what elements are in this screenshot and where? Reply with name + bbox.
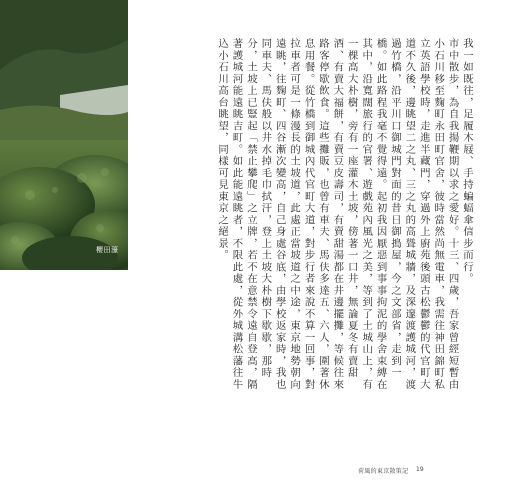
- photo: [0, 0, 128, 270]
- page-number: 19: [416, 466, 424, 473]
- garden-photo-image: [0, 0, 128, 270]
- paragraph: 市中散步，為自我揚鞭期以求之愛好。十三、四歲，吾家曾經短暫由小石川移至麴町永田町官舍，彼時當然尚無電車，我需往神田錦町私立英語學校時，走進半藏門，穿過外上廚苑後頭古松鬱鬱的代官町大道不久後，邊眺望二之丸、三之丸的高聳城牆，及深邃渡護城河，渡過竹橋，沿平川口御城門對面的昔日御搗屋，今之文部省，走到一橋。如此路程我毫不覺得遠。起初我因厭惡到事事拘泥的學舍束縛在其中，沿寬闊旅行的官署、遊戲苑內風光之美，等到了土城山上，有一棵高大朴樹，旁有一座灌木土坡，傍著一口井，無論夏冬有賣甜酒、有賣大福餅，有賣豆皮壽司，有賣甜湯都在井邊擺攤，等候往來路客停歇飲食。這些攤販，也曾有車夫、馬伕多達五、六人，圍著休息用餐。從竹橋到御城內代官町大道，對步行者來說不算一回事，對拉車者可是一條漫長的土坡道，此處正當坡道之中途，東京地勢朝向遠眺，往麴町、四谷漸次變高，自己身處谷底，由學校返家時，我也同車夫、馬伕般以井水掉毛巾拭汗，登上土坡大朴樹下歇歇，那時分，土坡上已豎起「禁止攀爬」之立牌，若不在意禁令遠自登高，隔著護城河能遠眺吉町。如此能遠眺者，不限此處，從外城溝松藩往牛込小石川高台眺望，同樣可見東京之絕景。: [216, 38, 459, 391]
- running-footer-title: 荷風的東京散策記: [358, 468, 409, 475]
- photo-caption: 櫻田濠: [96, 246, 119, 254]
- paragraph: 我一如既往，足履木屐、手持蝙蝠傘信步而行。: [461, 38, 473, 285]
- body-text: [148, 38, 474, 393]
